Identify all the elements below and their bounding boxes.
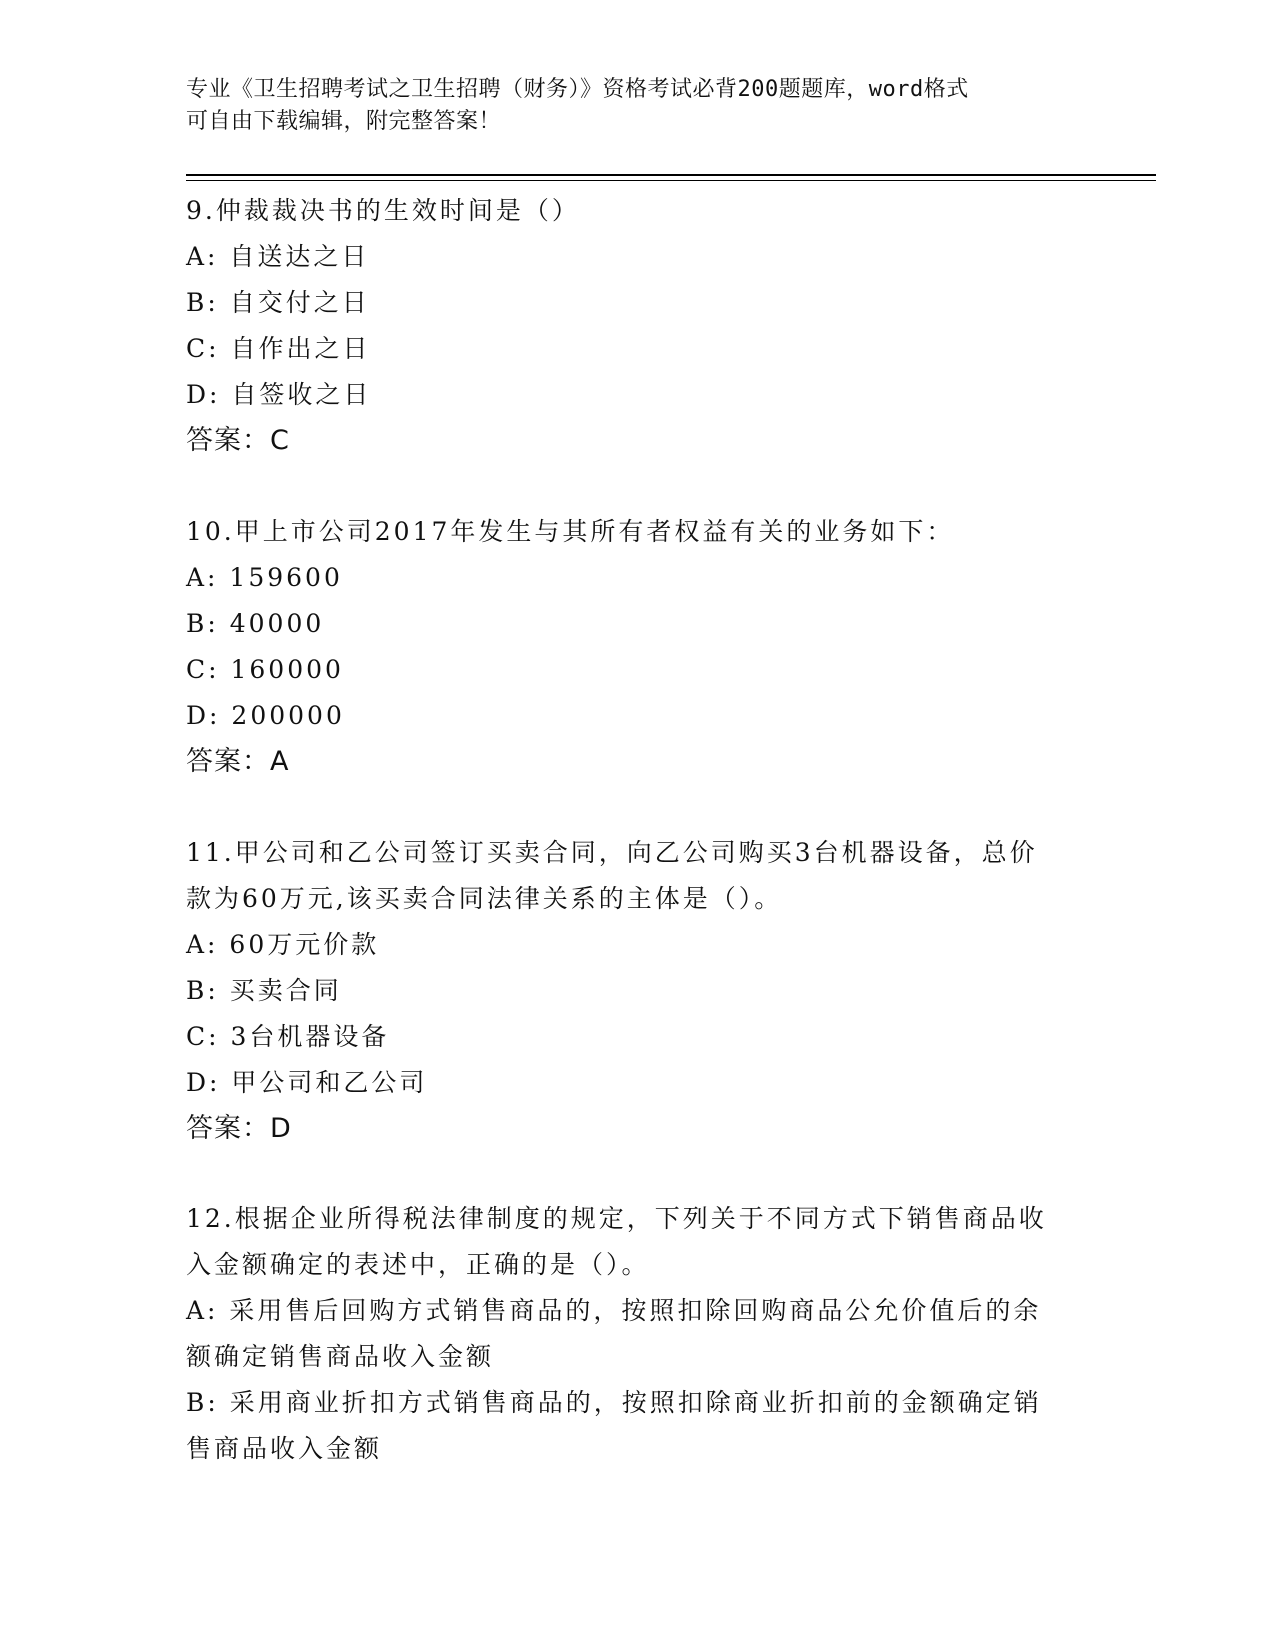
option-a: A: 自送达之日 (186, 242, 370, 271)
option-b: B: 自交付之日 (186, 288, 370, 317)
question-stem-line-2: 入金额确定的表述中，正确的是（）。 (186, 1250, 650, 1279)
header-line-1: 专业《卫生招聘考试之卫生招聘（财务）》资格考试必背200题题库，word格式 (186, 77, 969, 102)
option-c: C: 160000 (186, 655, 344, 684)
option-d: D: 200000 (186, 701, 345, 730)
question-11 (186, 830, 1066, 1152)
option-d: D: 自签收之日 (186, 380, 372, 409)
option-b: B: 40000 (186, 609, 325, 638)
option-b-line-2: 售商品收入金额 (186, 1434, 383, 1463)
header-divider-thin (186, 180, 1156, 181)
question-stem-line-1: 12.根据企业所得税法律制度的规定，下列关于不同方式下销售商品收 (186, 1204, 1047, 1233)
option-d: D: 甲公司和乙公司 (186, 1068, 428, 1097)
question-9 (186, 188, 1066, 464)
question-stem: 10.甲上市公司2017年发生与其所有者权益有关的业务如下： (186, 517, 955, 546)
question-12 (186, 1196, 1066, 1472)
option-c: C: 3台机器设备 (186, 1022, 390, 1051)
header-divider-thick (186, 174, 1156, 176)
answer: 答案：C (186, 425, 290, 456)
option-c: C: 自作出之日 (186, 334, 371, 363)
question-10 (186, 509, 1066, 785)
document-header (186, 74, 1066, 138)
answer: 答案：D (186, 1113, 292, 1144)
question-stem-line-1: 11.甲公司和乙公司签订买卖合同，向乙公司购买3台机器设备，总价 (186, 838, 1038, 867)
option-a-line-2: 额确定销售商品收入金额 (186, 1342, 495, 1371)
option-a: A: 60万元价款 (186, 930, 380, 959)
option-a: A: 159600 (186, 563, 343, 592)
question-stem-line-2: 款为60万元,该买卖合同法律关系的主体是（）。 (186, 884, 783, 913)
option-a-line-1: A: 采用售后回购方式销售商品的，按照扣除回购商品公允价值后的余 (186, 1296, 1042, 1325)
option-b: B: 买卖合同 (186, 976, 342, 1005)
question-stem: 9.仲裁裁决书的生效时间是（） (186, 196, 580, 225)
answer: 答案：A (186, 746, 290, 777)
header-line-2: 可自由下载编辑，附完整答案！ (186, 109, 502, 134)
option-b-line-1: B: 采用商业折扣方式销售商品的，按照扣除商业折扣前的金额确定销 (186, 1388, 1042, 1417)
